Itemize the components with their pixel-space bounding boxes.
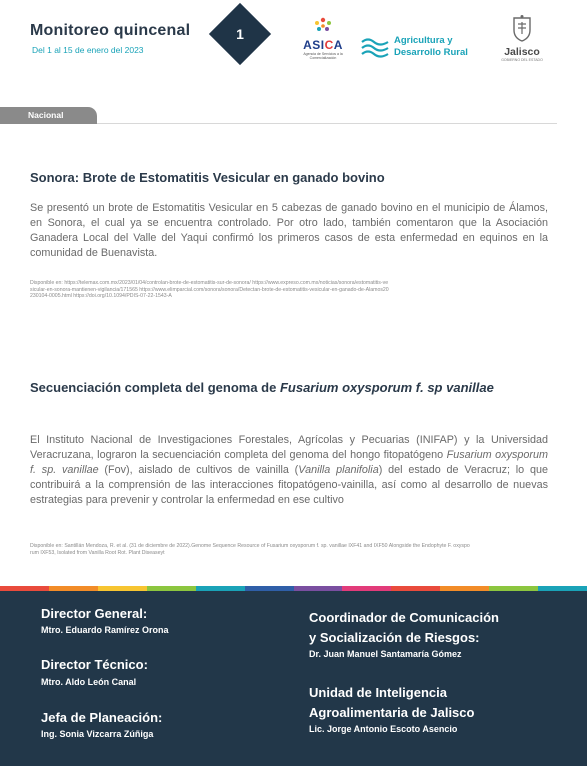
jefa-planeacion-label: Jefa de Planeación: bbox=[41, 710, 163, 725]
asica-burst-icon bbox=[313, 16, 333, 34]
page-header bbox=[0, 0, 587, 84]
agricultura-logo bbox=[360, 34, 480, 64]
article-source: Disponible en: https://telemax.com.mx/2023/01/04/controlan-brote-de-estomatitis-sur-de-sonora/ https://www.expreso.com.mx/noticias/sonora/estomatitis-vesicular-en-sonora-mantienen-vigilancia/171565 https://www.elimparcial.com/sonora/sonora/Detectan-brote-de-estomatitis-vesicular-en-ganado-de-Alamos20230104-0005.html https://doi.org/10.1094/PDIS-07-22-1543-A bbox=[30, 280, 389, 299]
jalisco-wordmark: Jalisco bbox=[504, 46, 540, 58]
jalisco-crest-icon bbox=[511, 14, 533, 42]
jefa-planeacion-name: Ing. Sonia Vizcarra Zúñiga bbox=[41, 729, 154, 739]
unidad-label: Unidad de Inteligencia Agroalimentaria de Jalisco bbox=[309, 685, 475, 720]
jalisco-subtitle: GOBIERNO DEL ESTADO bbox=[501, 58, 543, 62]
page-footer bbox=[0, 591, 587, 766]
issue-number: 1 bbox=[236, 26, 244, 42]
jalisco-logo bbox=[494, 14, 550, 68]
asica-subtitle: Agencia de Servicios a la Comercialización bbox=[303, 52, 343, 60]
asica-wordmark: ASICA bbox=[303, 38, 343, 52]
director-general-label: Director General: bbox=[41, 606, 148, 621]
article-body: Se presentó un brote de Estomatitis Vesicular en 5 cabezas de ganado bovino en el municipio de Álamos, en Sonora, el cual ya se encuentra controlado. Por otro lado, también comentaron que la Asociación Ganadera Local del Valle del Yaqui confirmó los primeros casos de esta enfermedad en equinos en la comunidad de Buenavista. bbox=[30, 202, 548, 259]
agricultura-text: Agricultura y Desarrollo Rural bbox=[394, 35, 468, 58]
director-general-name: Mtro. Eduardo Ramírez Orona bbox=[41, 625, 169, 635]
unidad-name: Lic. Jorge Antonio Escoto Asencio bbox=[309, 724, 458, 734]
director-tecnico-name: Mtro. Aldo León Canal bbox=[41, 677, 137, 687]
page-title: Monitoreo quincenal bbox=[30, 22, 191, 39]
director-tecnico-label: Director Técnico: bbox=[41, 657, 148, 672]
article-source: Disponible en: Santillán Mendoza, R. et al. (31 de diciembre de 2022).Genome Sequence Resource of Fusarium oxysporum f. sp. vanillae IXF41 and IXF50 Alongside the Endophyte F. oxysporum IXF53, Isolated from Vanilla Root Rot. Plant Diseaseyt bbox=[30, 543, 470, 556]
section-divider bbox=[97, 123, 557, 124]
agriculture-waves-icon bbox=[360, 36, 390, 58]
date-range: Del 1 al 15 de enero del 2023 bbox=[32, 45, 144, 55]
article-title: Sonora: Brote de Estomatitis Vesicular en ganado bovino bbox=[30, 170, 385, 185]
coordinador-label: Coordinador de Comunicación y Socialización de Riesgos: bbox=[309, 610, 499, 645]
asica-logo bbox=[296, 16, 350, 66]
article-title: Secuenciación completa del genoma de Fusarium oxysporum f. sp vanillae bbox=[30, 380, 494, 395]
section-tag: Nacional bbox=[0, 107, 97, 124]
coordinador-name: Dr. Juan Manuel Santamaría Gómez bbox=[309, 649, 462, 659]
article-body: El Instituto Nacional de Investigaciones Forestales, Agrícolas y Pecuarias (INIFAP) y la Universidad Veracruzana, lograron la secuenciación completa del genoma del hongo fitopatógeno Fusarium oxysporum f. sp. vanillae (Fov), aislado de cultivos de vainilla (Vanilla planifolia) del estado de Veracruz; lo que contribuirá a la comprensión de las interacciones fitopatógeno-vainilla, así como al desarrollo de nuevas estrategias para prevenir y controlar la enfermedad en ese cultivo bbox=[30, 434, 548, 506]
